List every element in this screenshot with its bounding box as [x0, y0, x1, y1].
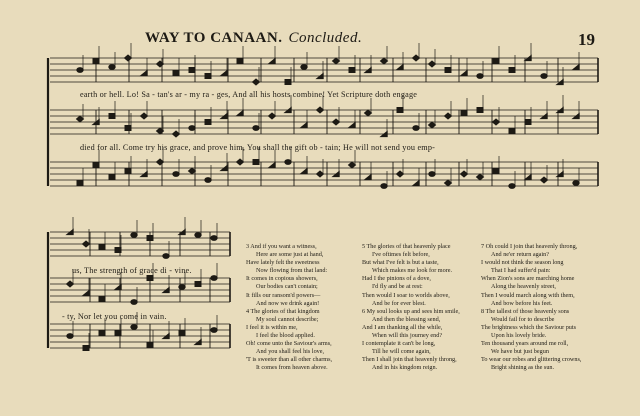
shape-note: [317, 107, 324, 113]
shape-note: [493, 169, 499, 174]
verse-column-1: [246, 243, 364, 373]
shape-note: [269, 162, 275, 167]
verse-line: Then I shall join that heavenly throng,: [362, 356, 457, 364]
shape-note: [99, 245, 105, 250]
verse-line: Ten thousand years around me roll,: [481, 340, 569, 348]
shape-note: [525, 120, 531, 125]
shape-note: [269, 113, 276, 119]
shape-note: [429, 172, 435, 177]
verse-line: Would fail for to describe: [491, 315, 555, 323]
shape-note: [237, 159, 244, 165]
verse-line: Now flowing from that land:: [256, 267, 328, 275]
shape-note: [93, 163, 99, 168]
shape-note: [189, 168, 196, 174]
shape-note: [189, 126, 195, 131]
shape-note: [189, 68, 195, 73]
verse-line: My soul cannot describe;: [256, 315, 319, 323]
shape-note: [493, 119, 500, 125]
verse-line: Had I the pinions of a dove,: [362, 275, 431, 283]
shape-note: [445, 68, 451, 73]
verse-line: Till he will come again,: [372, 348, 431, 356]
verse-line: And bow before his feet.: [491, 299, 553, 307]
shape-note: [413, 126, 419, 131]
shape-note: [413, 55, 420, 61]
shape-note: [573, 181, 579, 186]
shape-note: [147, 236, 153, 241]
shape-note: [99, 331, 105, 336]
verse-line: 5 The glories of that heavenly place: [362, 243, 451, 250]
shape-note: [381, 184, 387, 189]
verse-line: I've oftimes felt before,: [372, 251, 430, 259]
shape-note: [109, 175, 115, 180]
shape-note: [573, 64, 579, 69]
shape-note: [429, 61, 436, 67]
shape-note: [83, 241, 90, 247]
shape-note: [141, 113, 148, 119]
shape-note: [317, 171, 324, 177]
shape-note: [131, 325, 137, 330]
verse-column-2: [362, 243, 480, 373]
shape-note: [67, 334, 73, 339]
shape-note: [125, 126, 131, 131]
shape-note: [365, 174, 371, 179]
shape-note: [83, 290, 89, 295]
shape-note: [253, 79, 260, 85]
verse-line: Have lately felt the sweetness: [246, 259, 320, 267]
verse-line: Our bodies can't contain;: [256, 283, 318, 291]
verse-line: Here are some just at hand,: [256, 251, 324, 259]
shape-note: [381, 58, 388, 64]
shape-note: [195, 282, 201, 287]
shape-note: [115, 331, 121, 336]
verse-line: And be for ever blest.: [372, 299, 426, 307]
shape-note: [301, 65, 307, 70]
shape-note: [115, 284, 121, 289]
verse-line: And I am thanking all the while,: [362, 323, 443, 331]
verse-line: To wear our robes and glittering crowns,: [481, 356, 582, 364]
verse-line: 'T is sweeter than all other charms,: [246, 356, 333, 364]
shape-note: [269, 58, 275, 63]
verse-line: And then the blessing send,: [372, 315, 441, 323]
shape-note: [333, 58, 340, 64]
verse-line: Upon his lovely bride.: [491, 332, 547, 340]
shape-note: [115, 248, 121, 253]
shape-note: [477, 174, 484, 180]
shape-note: [211, 236, 217, 241]
shape-note: [493, 59, 499, 64]
verse-line: 4 The glories of that kingdom: [246, 307, 320, 315]
verse-line: It fills our ransom'd powers—: [246, 291, 321, 299]
shape-note: [163, 254, 169, 259]
verse-line: I would not think the season long: [481, 259, 564, 267]
shape-note: [541, 74, 547, 79]
verse-line: 3 And if you want a witness,: [246, 243, 317, 250]
shape-note: [173, 172, 179, 177]
verse-line: It comes from heaven above.: [256, 364, 328, 372]
shape-note: [237, 59, 243, 64]
shape-note: [147, 343, 153, 348]
shape-note: [179, 285, 185, 290]
shape-note: [125, 169, 131, 174]
verse-column-3: [481, 243, 599, 373]
verse-line: 6 My soul looks up and sees him smile,: [362, 307, 460, 315]
shape-note: [509, 184, 515, 189]
shape-note: [147, 276, 153, 281]
shape-note: [509, 68, 515, 73]
verse-line: And now we drink again!: [256, 299, 320, 307]
shape-note: [541, 177, 548, 183]
verse-line: And in his kingdom reign.: [372, 364, 438, 372]
verse-line: I feel it is within me,: [246, 323, 298, 331]
shape-note: [333, 119, 340, 125]
verse-line: We have but just begun: [491, 348, 549, 356]
shape-note: [77, 181, 83, 186]
shape-note: [285, 160, 291, 165]
shape-note: [131, 300, 137, 305]
shape-note: [83, 346, 89, 351]
verse-line: Oh! come unto the Saviour's arms,: [246, 340, 332, 348]
verse-line: Which makes me look for more.: [372, 267, 453, 275]
shape-note: [253, 160, 259, 165]
shape-note: [93, 59, 99, 64]
lyric-line-3: us, The strength of grace di - vine.: [72, 266, 192, 275]
shape-note: [253, 126, 259, 131]
shape-note: [205, 120, 211, 125]
verse-line: I feel the blood applied.: [256, 332, 315, 340]
shape-note: [509, 129, 515, 134]
shape-note: [301, 122, 307, 127]
verse-line: I'd fly and be at rest:: [372, 283, 423, 291]
shape-note: [173, 71, 179, 76]
shape-note: [397, 108, 403, 113]
verse-line: It comes in copious showers,: [246, 275, 318, 283]
shape-note: [429, 122, 436, 128]
verse-line: But what I've felt is but a taste,: [362, 259, 439, 267]
shape-note: [109, 114, 115, 119]
shape-note: [397, 171, 404, 177]
shape-note: [211, 276, 217, 281]
shape-note: [237, 110, 243, 115]
verse-line: And ne'er return again?: [491, 251, 549, 259]
verse-line: Along the heavenly street,: [491, 283, 556, 291]
shape-note: [477, 108, 483, 113]
shape-note: [461, 70, 467, 75]
shape-note: [173, 131, 180, 137]
title-text: WAY TO CANAAN.: [145, 30, 283, 46]
shape-note: [525, 174, 531, 179]
lyric-line-1: earth or hell. Lo! Sa - tan's ar - my ra - ges, And all his hosts combine! Yet Scripture doth engage: [80, 90, 418, 99]
shape-note: [109, 65, 115, 70]
shape-note: [349, 162, 356, 168]
shape-note: [99, 297, 105, 302]
shape-note: [413, 180, 419, 185]
verse-line: And you shall feel his love,: [256, 348, 325, 356]
shape-note: [77, 116, 84, 122]
shape-note: [461, 111, 467, 116]
shape-note: [477, 74, 483, 79]
verse-line: That I had suffer'd pain:: [491, 267, 551, 275]
shape-note: [285, 80, 291, 85]
shape-note: [365, 110, 372, 116]
verse-line: When will this journey end?: [372, 332, 443, 340]
shape-note: [397, 64, 403, 69]
lyric-line-4: - ty, Nor let you come in vain.: [62, 312, 167, 321]
verse-line: The brightness which the Saviour puts: [481, 323, 577, 331]
title-subtitle: Concluded.: [288, 30, 363, 46]
shape-note: [349, 122, 355, 127]
verse-line: Then would I soar to worlds above,: [362, 291, 450, 299]
page-number: 19: [578, 30, 595, 49]
shape-note: [211, 328, 217, 333]
shape-note: [141, 70, 147, 75]
shape-note: [125, 55, 132, 61]
shape-note: [205, 74, 211, 79]
shape-note: [67, 281, 74, 287]
shape-note: [195, 233, 201, 238]
shape-note: [179, 331, 185, 336]
shape-note: [205, 178, 211, 183]
verse-line: Then I would march along with them,: [481, 291, 575, 299]
verse-line: When Zion's sons are marching home: [481, 275, 575, 283]
shape-note: [301, 168, 307, 173]
shape-note: [131, 233, 137, 238]
shape-note: [349, 68, 355, 73]
verse-line: Bright shining as the sun.: [491, 364, 555, 372]
shape-note: [445, 113, 452, 119]
verse-line: 7 Oh could I join that heavenly throng,: [481, 243, 578, 250]
lyric-line-2: died for all. Come try his grace, and prove him, You shall the gift ob - tain; He will not send you emp-: [80, 143, 436, 152]
shape-note: [445, 180, 452, 186]
shape-note: [221, 70, 227, 75]
shape-note: [461, 171, 468, 177]
verse-line: I contemplate it can't be long,: [362, 340, 436, 348]
verse-line: 8 The tallest of those heavenly sons: [481, 307, 570, 315]
shape-note: [77, 68, 83, 73]
